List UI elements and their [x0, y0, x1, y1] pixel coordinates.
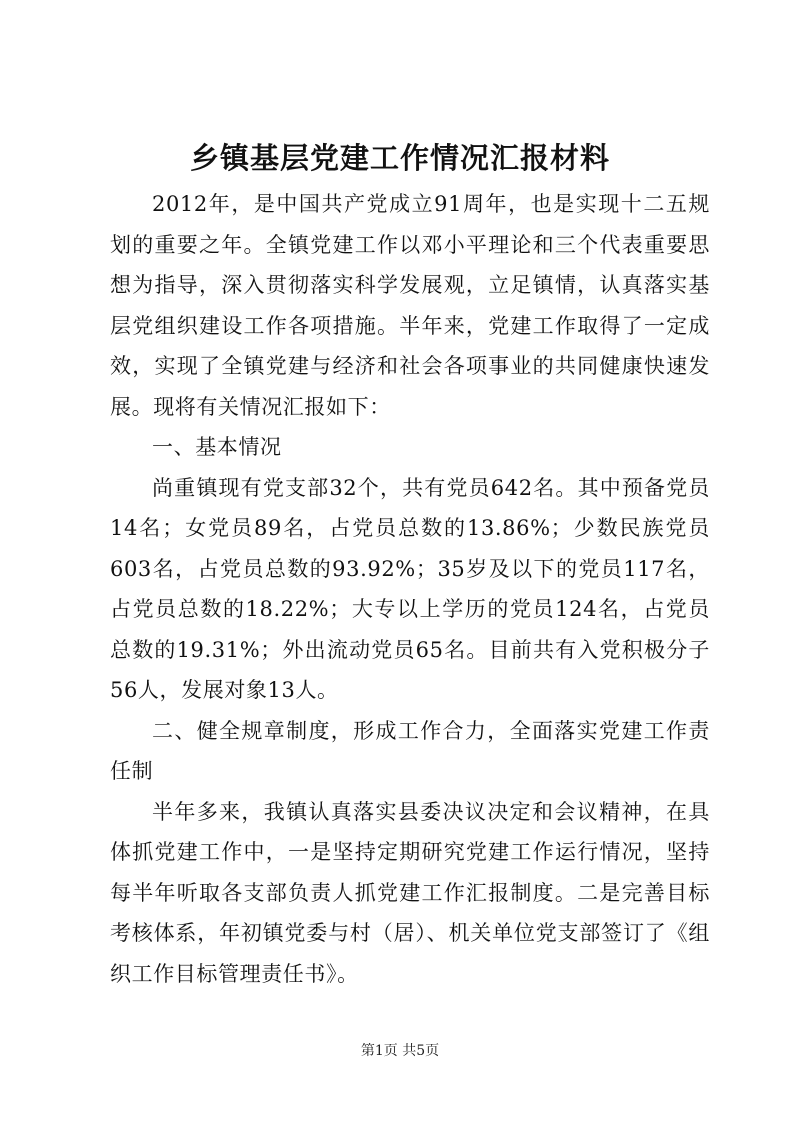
section-heading-rules-system: 二、健全规章制度，形成工作合力，全面落实党建工作责任制: [110, 718, 710, 783]
paragraph-intro: 2012年，是中国共产党成立91周年，也是实现十二五规划的重要之年。全镇党建工作以邓小平理论和三个代表重要思想为指导，深入贯彻落实科学发展观，立足镇情，认真落实基层党组织建设工作各项措施。半年来，党建工作取得了一定成效，实现了全镇党建与经济和社会各项事业的共同健康快速发展。现将有关情况汇报如下：: [110, 192, 710, 419]
paragraph-basic-situation: 尚重镇现有党支部32个，共有党员642名。其中预备党员14名；女党员89名，占党员总数的13.86%；少数民族党员603名，占党员总数的93.92%；35岁及以下的党员117名，占党员总数的18.22%；大专以上学历的党员124名，占党员总数的19.31%；外出流动党员65名。目前共有入党积极分子56人，发展对象13人。: [110, 475, 710, 702]
page-number: 第1页 共5页: [360, 1043, 440, 1059]
paragraph-rules-system: 半年多来，我镇认真落实县委决议决定和会议精神，在具体抓党建工作中，一是坚持定期研究党建工作运行情况，坚持每半年听取各支部负责人抓党建工作汇报制度。二是完善目标考核体系，年初镇党委与村（居）、机关单位党支部签订了《组织工作目标管理责任书》。: [110, 799, 710, 986]
document-body: [110, 184, 710, 994]
document-title: 乡镇基层党建工作情况汇报材料: [189, 141, 610, 175]
section-heading-basic-situation: 一、基本情况: [152, 435, 282, 459]
